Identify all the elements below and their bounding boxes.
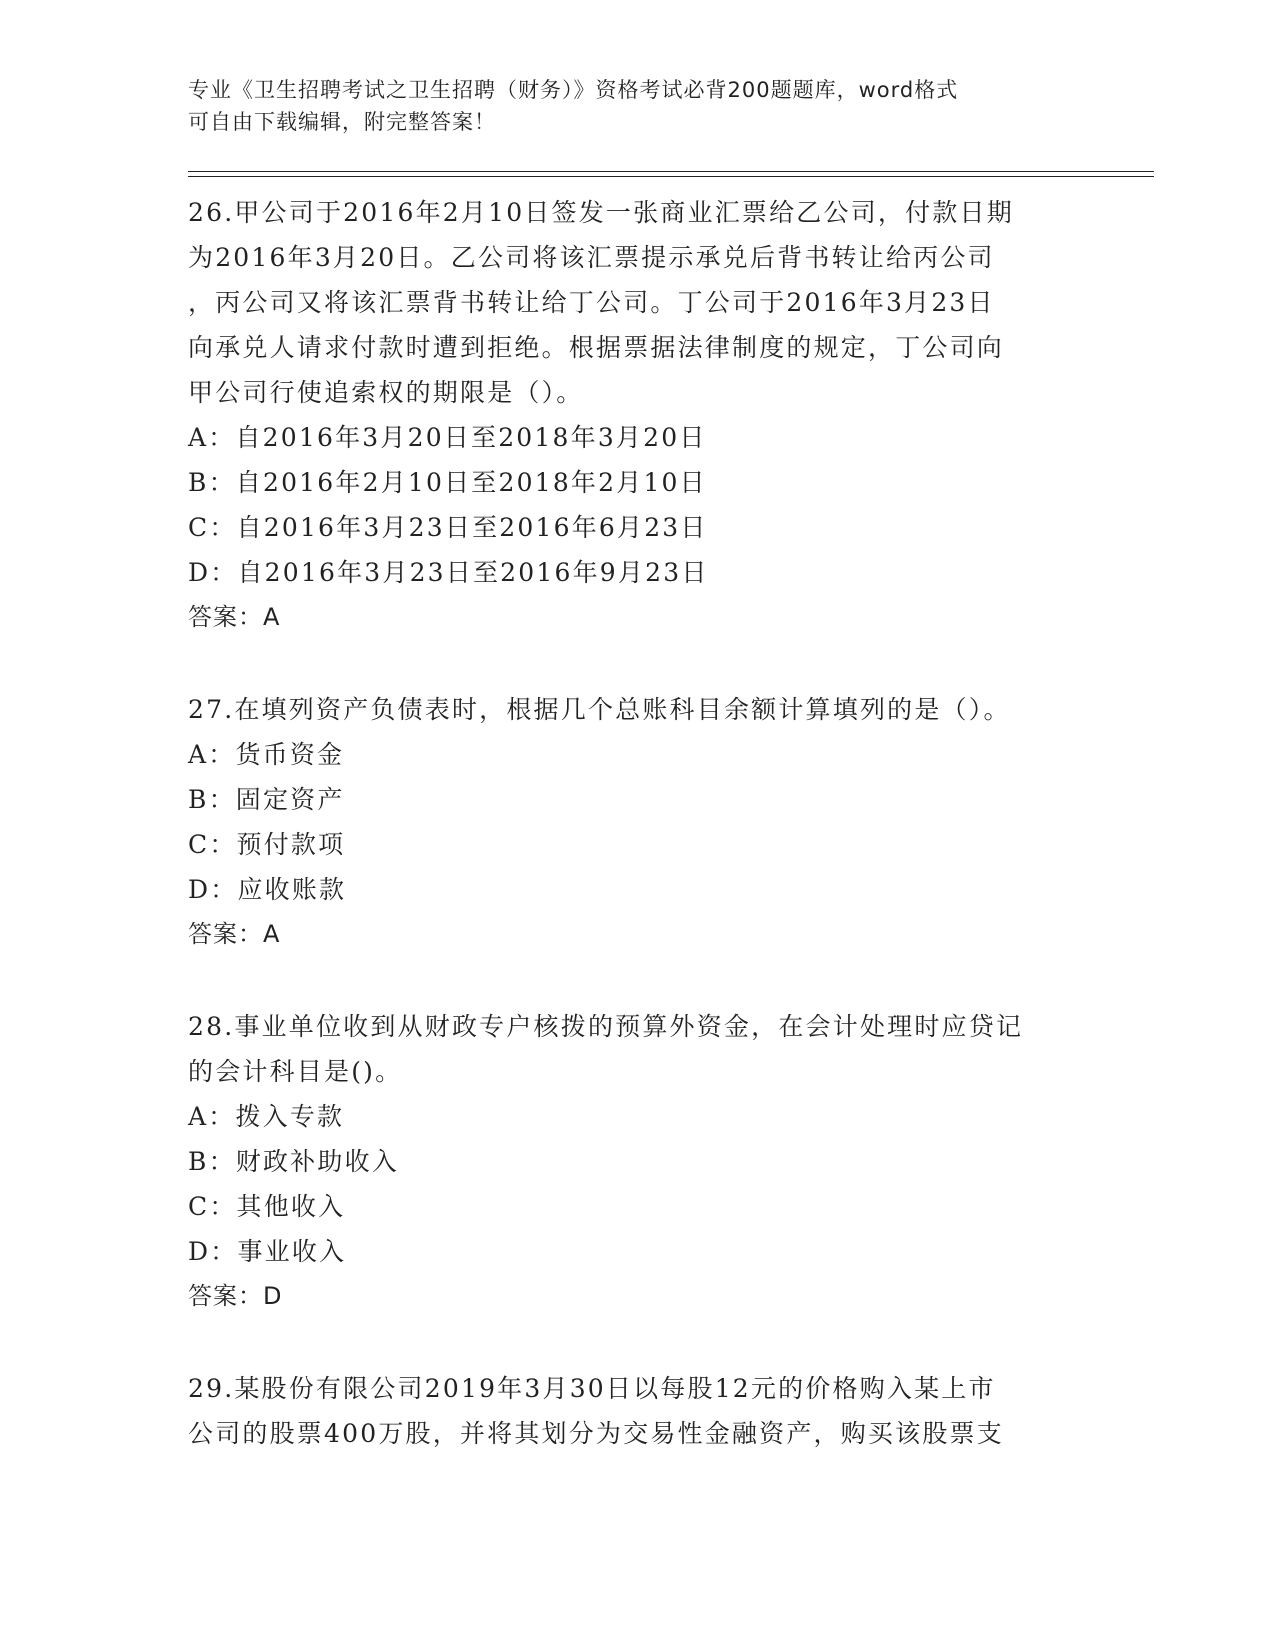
option-c: C：预付款项 [188, 830, 346, 859]
question-text-line: 29.某股份有限公司2019年3月30日以每股12元的价格购入某上市 [188, 1374, 996, 1403]
question-27 [188, 687, 1088, 957]
option-c: C：其他收入 [188, 1192, 346, 1221]
answer-label: 答案：A [188, 920, 281, 948]
option-b: B：固定资产 [188, 785, 345, 814]
question-26 [188, 190, 1088, 640]
header-line-1: 专业《卫生招聘考试之卫生招聘（财务）》资格考试必背200题题库，word格式 [188, 78, 959, 102]
question-text-line: 公司的股票400万股，并将其划分为交易性金融资产，购买该股票支 [188, 1419, 1004, 1448]
question-text-line: 的会计科目是()。 [188, 1057, 403, 1086]
question-text-line: 26.甲公司于2016年2月10日签发一张商业汇票给乙公司，付款日期 [188, 198, 1014, 227]
question-text-line: ，丙公司又将该汇票背书转让给丁公司。丁公司于2016年3月23日 [188, 288, 995, 317]
answer-label: 答案：A [188, 603, 281, 631]
header-divider-top [188, 171, 1154, 172]
spacer [188, 1319, 1088, 1366]
question-text-line: 28.事业单位收到从财政专户核拨的预算外资金，在会计处理时应贷记 [188, 1012, 1024, 1041]
option-d: D：自2016年3月23日至2016年9月23日 [188, 558, 709, 587]
header-divider-bottom [188, 176, 1154, 177]
question-28 [188, 1004, 1088, 1319]
spacer [188, 640, 1088, 687]
document-header [188, 74, 1068, 138]
question-text-line: 为2016年3月20日。乙公司将该汇票提示承兑后背书转让给丙公司 [188, 243, 995, 272]
question-text-line: 向承兑人请求付款时遭到拒绝。根据票据法律制度的规定，丁公司向 [188, 333, 1005, 362]
option-b: B：自2016年2月10日至2018年2月10日 [188, 468, 707, 497]
option-d: D：事业收入 [188, 1237, 347, 1266]
question-text-line: 甲公司行使追索权的期限是（）。 [188, 378, 584, 407]
header-line-2: 可自由下载编辑，附完整答案！ [188, 110, 496, 134]
spacer [188, 957, 1088, 1004]
option-a: A：货币资金 [188, 740, 345, 769]
question-29 [188, 1366, 1088, 1456]
option-a: A：拨入专款 [188, 1102, 345, 1131]
option-a: A：自2016年3月20日至2018年3月20日 [188, 423, 707, 452]
question-text-line: 27.在填列资产负债表时，根据几个总账科目余额计算填列的是（）。 [188, 695, 1011, 724]
question-list [188, 190, 1088, 1456]
option-c: C：自2016年3月23日至2016年6月23日 [188, 513, 708, 542]
option-b: B：财政补助收入 [188, 1147, 399, 1176]
answer-label: 答案：D [188, 1282, 283, 1310]
option-d: D：应收账款 [188, 875, 347, 904]
